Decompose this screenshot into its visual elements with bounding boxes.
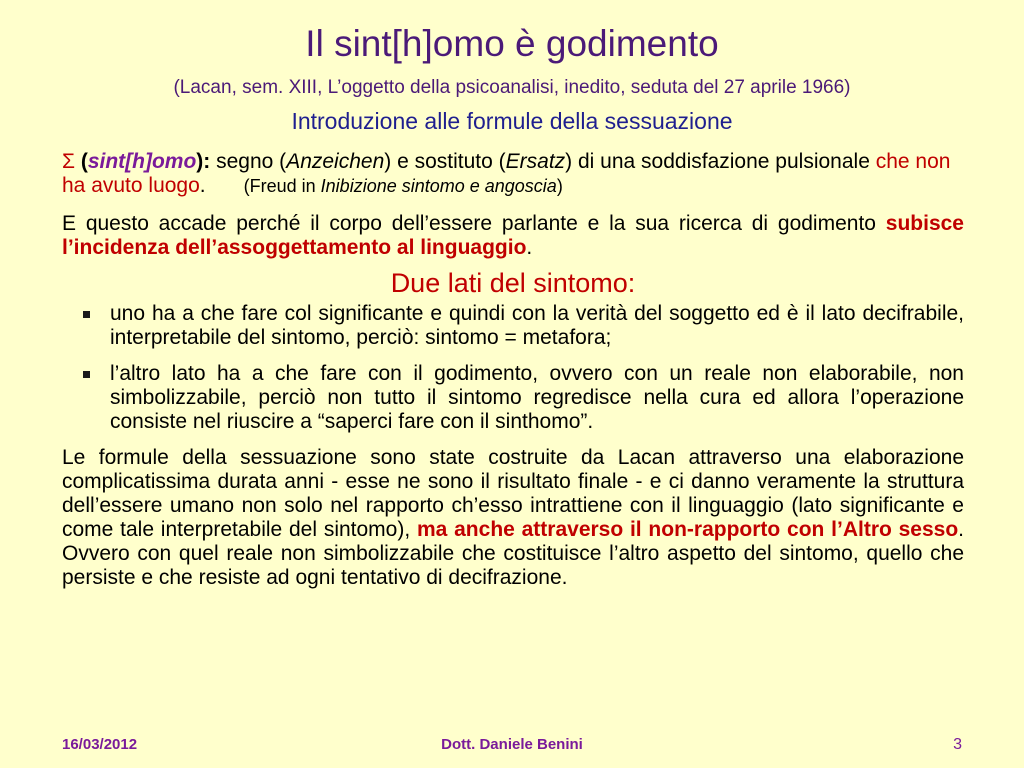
citation-prefix: (Freud in <box>243 176 321 196</box>
paragraph-formule-sessuazione <box>62 446 964 590</box>
text-segment: . <box>526 236 533 259</box>
text-segment: . Ovvero con quel reale non simbolizzabile che costituisce l’altro aspetto del sintomo, quello che persiste e che resiste ad ogni tentativo di decifrazione. <box>62 518 964 589</box>
citation-title: Inibizione sintomo e angoscia <box>320 176 557 196</box>
bullet-text: l’altro lato ha a che fare con il godimento, ovvero con un reale non elaborabile, non simbolizzabile, perciò non tutto il sintomo regredisce nella cura ed allora l’operazione consiste nel riuscire a “saperci fare con il sinthomo”. <box>110 362 964 433</box>
emphasis-bold-red: ma anche attraverso il non-rapporto con l’Altro sesso <box>416 518 959 541</box>
square-bullet-icon <box>83 371 90 378</box>
slide-body <box>62 150 964 590</box>
citation-suffix: ) <box>556 176 563 196</box>
sinthomo-term: sint[h]omo <box>87 150 197 173</box>
footer-date: 16/03/2012 <box>62 736 138 753</box>
sigma-symbol: Σ <box>62 150 75 173</box>
list-item <box>62 302 964 350</box>
square-bullet-icon <box>83 311 90 318</box>
emphasis-bold-red: subisce l’incidenza dell’assoggettamento al linguaggio <box>62 212 964 259</box>
bullet-list <box>62 302 964 434</box>
paragraph-corpo-parlante <box>62 212 964 260</box>
text-segment: E questo accade perché il corpo dell’essere parlante e la sua ricerca di godimento <box>62 212 886 235</box>
footer-author: Dott. Daniele Benini <box>441 736 583 753</box>
list-item <box>62 362 964 434</box>
slide-title: Il sint[h]omo è godimento <box>305 23 719 64</box>
slide-reference: (Lacan, sem. XIII, L’oggetto della psicoanalisi, inedito, seduta del 27 aprile 1966) <box>173 77 851 98</box>
footer-page-number: 3 <box>953 736 962 753</box>
text-segment: segno ( <box>210 150 287 173</box>
text-segment: ) di una soddisfazione pulsionale <box>565 150 876 173</box>
paragraph-sintomo-definition <box>62 150 964 198</box>
bullet-text: uno ha a che fare col significante e quindi con la verità del soggetto ed è il lato decifrabile, interpretabile del sintomo, perciò: sintomo = metafora; <box>110 302 964 349</box>
anzeichen-term: Anzeichen <box>286 150 385 173</box>
open-paren: ( <box>74 150 88 173</box>
freud-citation <box>244 176 563 196</box>
emphasis-red: che non ha avuto luogo <box>62 150 951 197</box>
ersatz-term: Ersatz <box>505 150 566 173</box>
slide-subtitle: Introduzione alle formule della sessuazione <box>291 108 733 134</box>
section-heading: Due lati del sintomo: <box>390 268 636 298</box>
text-segment: . <box>199 174 206 197</box>
text-segment: Le formule della sessuazione sono state costruite da Lacan attraverso una elaborazione complicatissima durata anni - esse ne sono il risultato finale - e ci danno veramente la struttura dell’essere umano non solo nel rapporto ch’esso intrattiene con il linguaggio (lato significante e come tale interpretabile del sintomo), <box>62 446 964 541</box>
text-segment: ) e sostituto ( <box>384 150 506 173</box>
close-paren: ): <box>196 150 211 173</box>
